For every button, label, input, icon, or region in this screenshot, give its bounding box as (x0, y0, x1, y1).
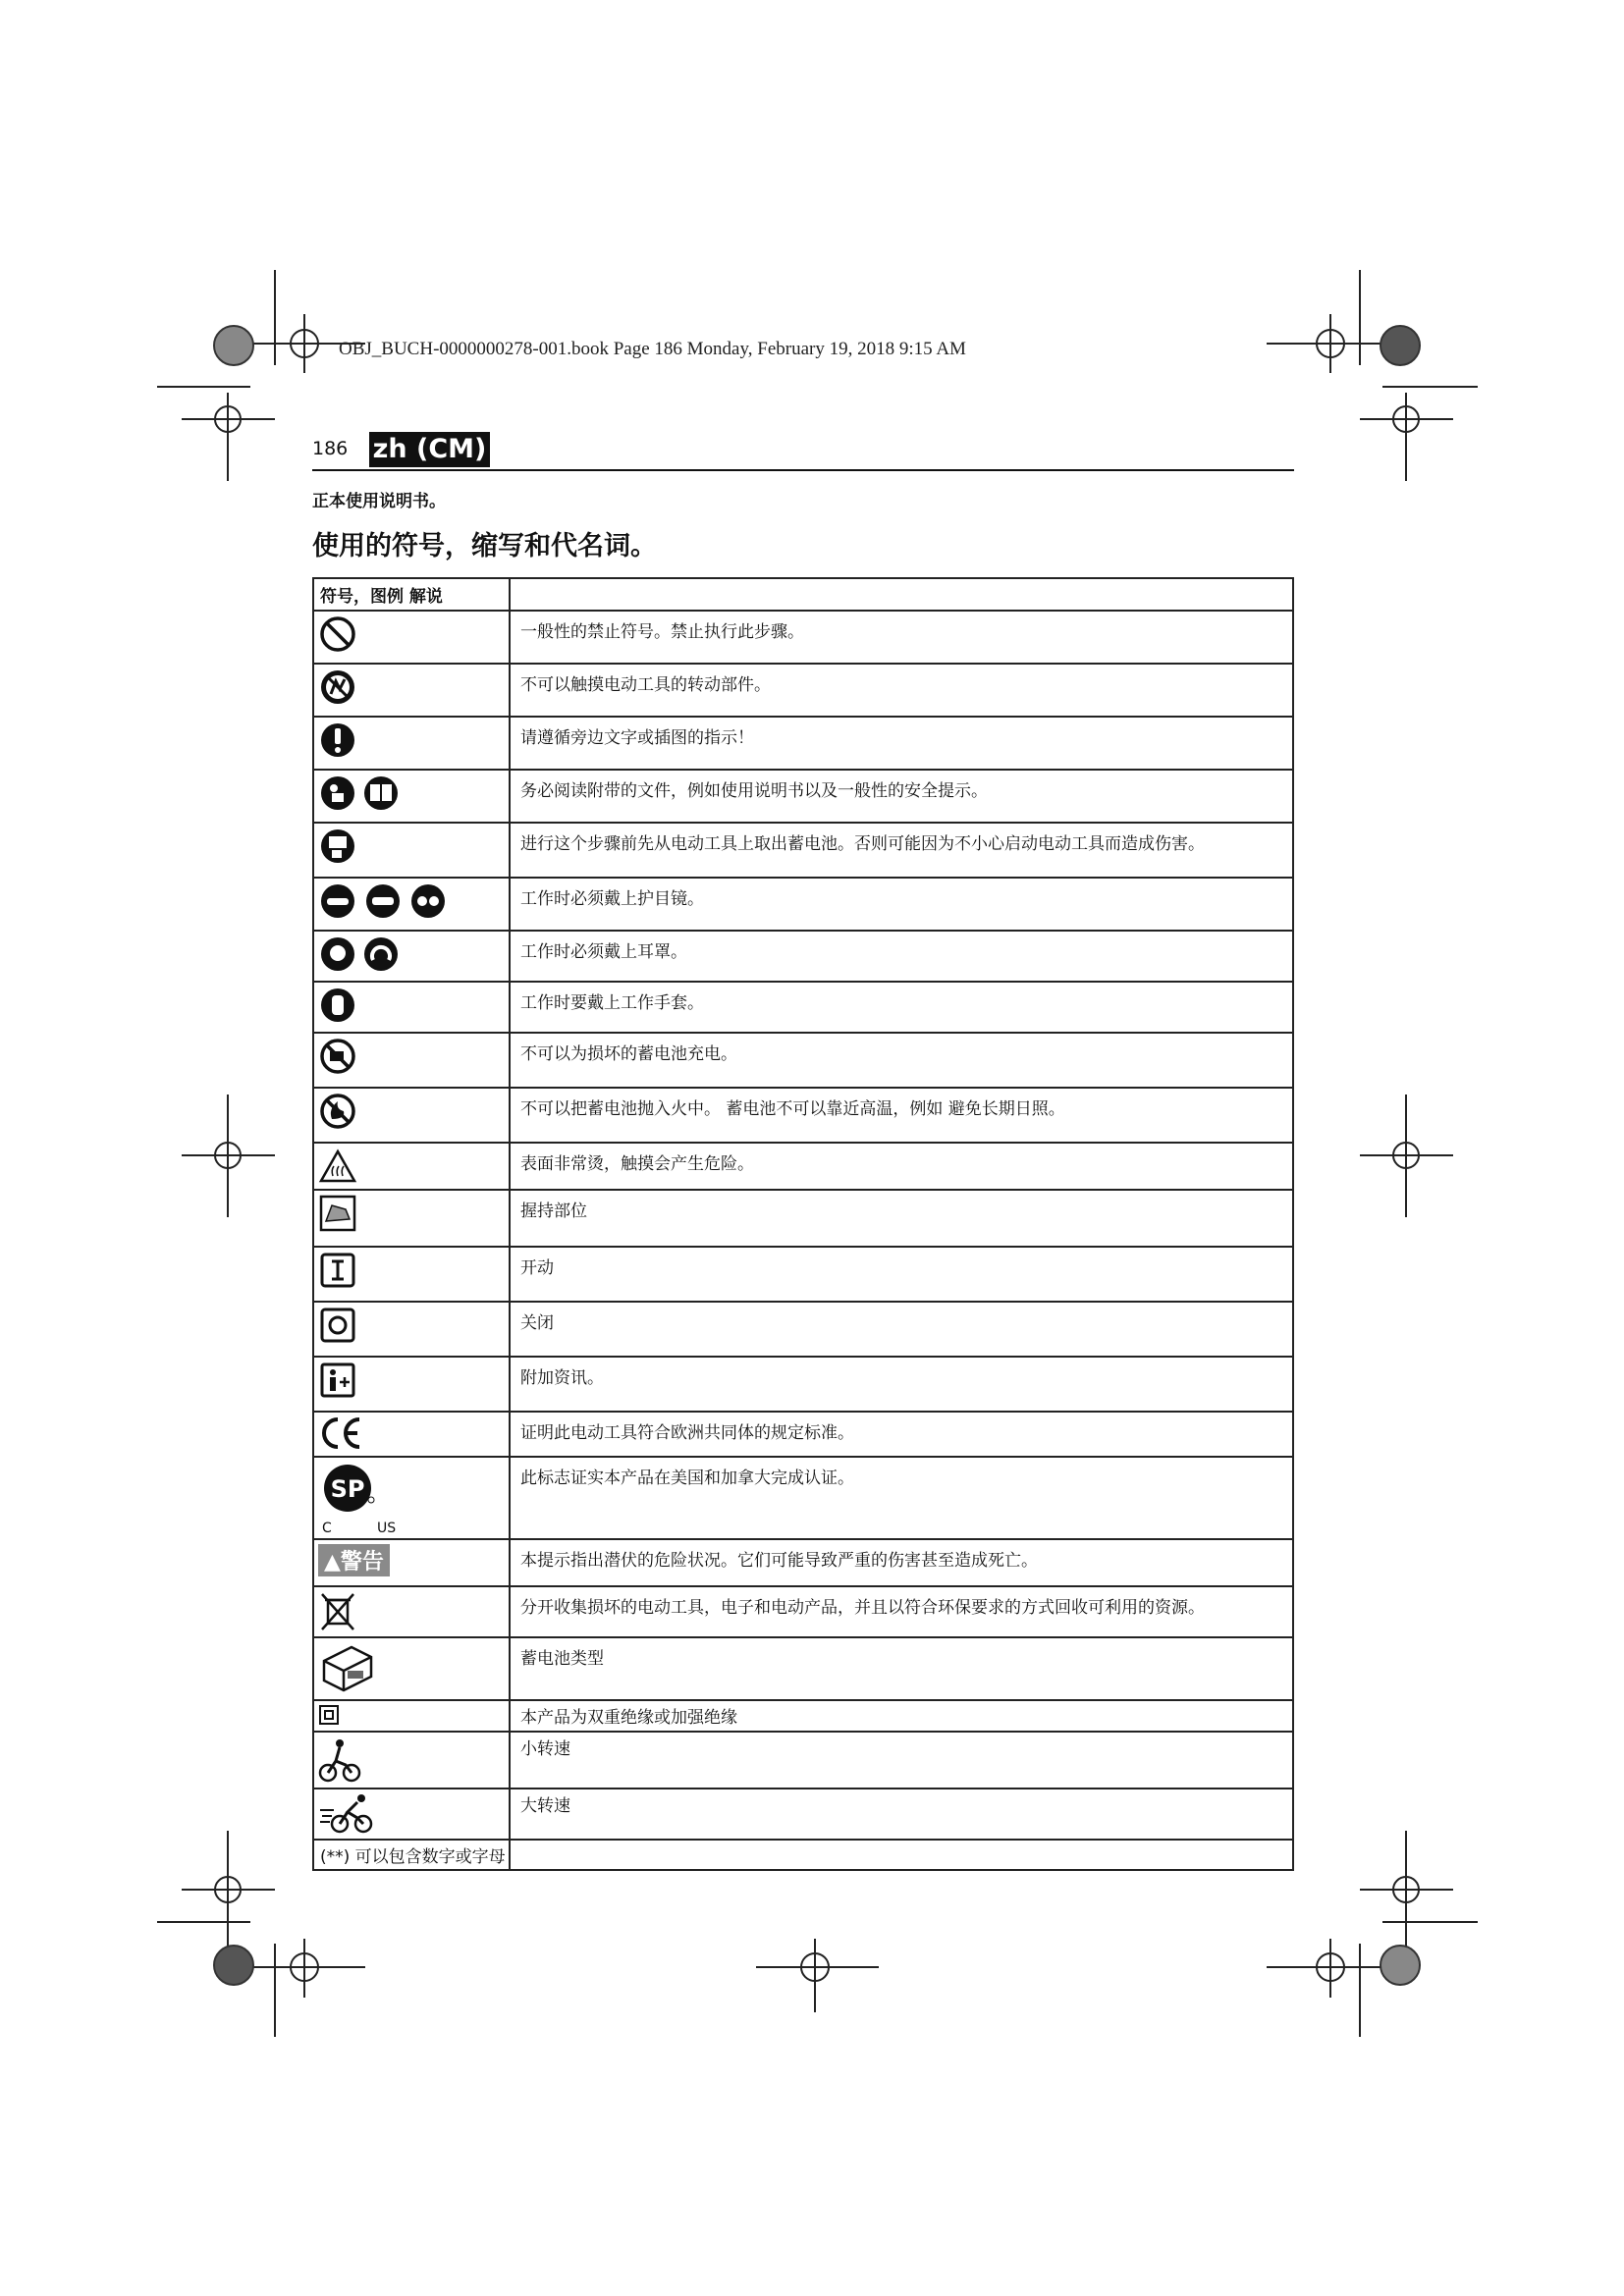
table-row (313, 1412, 1293, 1457)
gloves-icon (318, 986, 357, 1025)
ce-mark-icon (318, 1415, 363, 1451)
warning-badge-icon: ▲警告 (318, 1544, 390, 1576)
table-row (313, 1539, 1293, 1586)
csa-us-label: US (377, 1521, 397, 1536)
row-text: 开动 (510, 1247, 1293, 1302)
table-row (313, 1457, 1293, 1539)
row-text: 请遵循旁边文字或插图的指示！ (510, 717, 1293, 770)
double-insulation-icon (318, 1704, 340, 1726)
info-icon (318, 1361, 357, 1400)
table-header-row (313, 578, 1293, 611)
remove-battery-icon (318, 827, 357, 866)
row-text: 此标志证实本产品在美国和加拿大完成认证。 (510, 1457, 1293, 1539)
prohibition-icon (318, 614, 357, 654)
table-row (313, 931, 1293, 982)
page-header (312, 432, 1294, 471)
book-header: OBJ_BUCH-0000000278-001.book Page 186 Monday, February 19, 2018 9:15 AM (339, 339, 966, 359)
table-row (313, 611, 1293, 664)
row-text: 一般性的禁止符号。禁止执行此步骤。 (510, 611, 1293, 664)
row-text: 分开收集损坏的电动工具，电子和电动产品，并且以符合环保要求的方式回收可利用的资源。 (510, 1586, 1293, 1637)
table-footnote-row (313, 1840, 1293, 1870)
weee-bin-icon (318, 1590, 357, 1633)
row-text: 证明此电动工具符合欧洲共同体的规定标准。 (510, 1412, 1293, 1457)
grip-area-icon (318, 1194, 357, 1233)
page-number: 186 (312, 438, 349, 459)
read-manual-icon (318, 774, 403, 813)
row-text: 工作时必须戴上耳罩。 (510, 931, 1293, 982)
table-row (313, 1143, 1293, 1190)
switch-on-icon (318, 1251, 357, 1290)
battery-type-icon (318, 1641, 377, 1696)
exclamation-icon (318, 721, 357, 760)
table-row (313, 1088, 1293, 1143)
table-row (313, 982, 1293, 1033)
table-row (313, 770, 1293, 823)
table-row (313, 717, 1293, 770)
table-row (313, 878, 1293, 931)
table-row (313, 1789, 1293, 1840)
table-row (313, 1357, 1293, 1412)
row-text: 务必阅读附带的文件，例如使用说明书以及一般性的安全提示。 (510, 770, 1293, 823)
symbols-table (312, 577, 1294, 1871)
row-text: 不可以把蓄电池抛入火中。 蓄电池不可以靠近高温，例如 避免长期日照。 (510, 1088, 1293, 1143)
table-row (313, 1302, 1293, 1357)
row-text: 握持部位 (510, 1190, 1293, 1247)
table-header: 符号，图例 解说 (313, 578, 510, 611)
ear-protection-icon (318, 934, 403, 974)
table-row (313, 1247, 1293, 1302)
footnote-empty (510, 1840, 1293, 1870)
switch-off-icon (318, 1306, 357, 1345)
row-text: 不可以触摸电动工具的转动部件。 (510, 664, 1293, 717)
row-text: 关闭 (510, 1302, 1293, 1357)
table-row (313, 1190, 1293, 1247)
svg-text:SP: SP (330, 1475, 365, 1503)
page-title: 使用的符号，缩写和代名词。 (312, 531, 657, 561)
row-text: 小转速 (510, 1732, 1293, 1789)
row-text: 工作时要戴上工作手套。 (510, 982, 1293, 1033)
csa-c-label: C (322, 1521, 332, 1536)
row-text: 表面非常烫，触摸会产生危险。 (510, 1143, 1293, 1190)
row-text: 进行这个步骤前先从电动工具上取出蓄电池。否则可能因为不小心启动电动工具而造成伤害。 (510, 823, 1293, 878)
table-row (313, 1586, 1293, 1637)
no-touch-rotating-parts-icon (318, 667, 357, 707)
row-text: 附加资讯。 (510, 1357, 1293, 1412)
language-tab: zh (CM) (369, 432, 490, 467)
footnote: (**) 可以包含数字或字母 (313, 1840, 510, 1870)
table-header-empty (510, 578, 1293, 611)
table-row (313, 1033, 1293, 1088)
row-text: 蓄电池类型 (510, 1637, 1293, 1700)
row-text: 不可以为损坏的蓄电池充电。 (510, 1033, 1293, 1088)
row-text: 本提示指出潜伏的危险状况。它们可能导致严重的伤害甚至造成死亡。 (510, 1539, 1293, 1586)
row-text: 工作时必须戴上护目镜。 (510, 878, 1293, 931)
warning-badge-label: 警告 (340, 1550, 384, 1575)
table-row (313, 823, 1293, 878)
eye-protection-icon (318, 881, 448, 921)
intro-text: 正本使用说明书。 (312, 492, 446, 511)
row-text: 本产品为双重绝缘或加强绝缘 (510, 1700, 1293, 1732)
csa-mark-icon (318, 1461, 377, 1522)
table-row (313, 1700, 1293, 1732)
table-row (313, 1637, 1293, 1700)
low-speed-icon (318, 1735, 361, 1785)
no-charging-damaged-battery-icon (318, 1037, 357, 1076)
row-text: 大转速 (510, 1789, 1293, 1840)
hot-surface-icon (318, 1147, 357, 1186)
table-row (313, 1732, 1293, 1789)
high-speed-icon (318, 1792, 377, 1836)
table-row (313, 664, 1293, 717)
no-fire-battery-icon (318, 1092, 357, 1131)
